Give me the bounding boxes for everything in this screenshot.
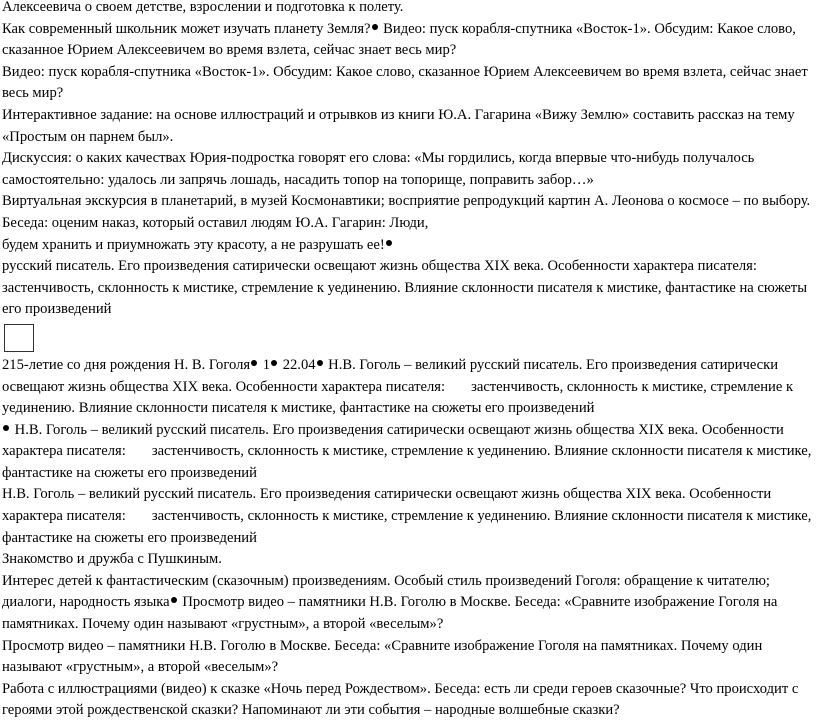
text-line: Интерактивное задание: на основе иллюстраций и отрывков из книги Ю.А. Гагарина «Вижу Землю» составить рассказ на тему «Простым он парнем был».	[2, 106, 795, 145]
text-line: будем хранить и приумножать эту красоту, а не разрушать ее!	[2, 235, 814, 257]
text-line: Видео: пуск корабля-спутника «Восток-1». Обсудим: Какое слово, сказанное Юрием Алексеевичем во время взлета, сейчас знает весь мир?	[2, 63, 808, 102]
bullet-icon	[372, 24, 378, 30]
bullet-icon	[271, 360, 277, 366]
empty-box	[4, 324, 34, 352]
bullet-icon	[171, 597, 177, 603]
bullet-icon	[3, 425, 9, 431]
text-line: русский писатель. Его произведения сатирически освещают жизнь общества XIX века. Особенности характера писателя:застенчивость, склонность к мистике, стремление к уединению. Влияние склонности писателя к мистике, фантастике на сюжеты его произведений	[2, 258, 807, 318]
text-line: Беседа: оценим наказ, который оставил людям Ю.А. Гагарин: Люди,	[2, 214, 429, 231]
bullet-icon	[386, 240, 392, 246]
text-line: Интерес детей к фантастическим (сказочным) произведениям. Особый стиль произведений Гоголя: обращение к читателю; диалоги, народность языка Просмотр видео – памятники Н.В. Гоголю в Москве. Беседа: «Сравните изображение Гоголя на памятниках. Почему один называют «грустным», а второй «веселым»?	[2, 572, 778, 633]
text-line: Н.В. Гоголь – великий русский писатель. Его произведения сатирически освещают жизнь общества XIX века. Особенности характера писателя: застенчивость, склонность к мистике, стремление к уединению. Влияние склонности писателя к мистике, фантастике на сюжеты его произведений	[2, 421, 812, 481]
bullet-icon	[251, 360, 257, 366]
text-line: Просмотр видео – памятники Н.В. Гоголю в Москве. Беседа: «Сравните изображение Гоголя на памятниках. Почему один называют «грустным», а второй «веселым»?	[2, 637, 763, 676]
text-line: Дискуссия: о каких качествах Юрия-подростка говорят его слова: «Мы гордились, когда впервые что-нибудь получалось самостоятельно: удалось ли запрячь лошадь, насадить топор на топорище, поправить забор…»	[2, 150, 755, 188]
text-line: Алексеевича о своем детстве, взрослении и подготовка к полету.	[2, 0, 404, 15]
text-line: 215-летие со дня рождения Н. В. Гоголя 1 22.04 Н.В. Гоголь – великий русский писатель. Его произведения сатирически освещают жизнь общества XIX века. Особенности характера писателя: застенчивость, склонность к мистике, стремление к уединению. Влияние склонности писателя к мистике, фантастике на сюжеты его произведений	[2, 356, 794, 417]
text-line: Н.В. Гоголь – великий русский писатель. Его произведения сатирически освещают жизнь общества XIX века. Особенности характера писателя: застенчивость, склонность к мистике, стремление к уединению. Влияние склонности писателя к мистике, фантастике на сюжеты его произведений	[2, 486, 812, 546]
text-line: Виртуальная экскурсия в планетарий, в музей Космонавтики; восприятие репродукций картин А. Леонова о космосе – по выбору.	[2, 193, 811, 210]
bullet-icon	[317, 360, 323, 366]
text-line: Работа с иллюстрациями (видео) к сказке «Ночь перед Рождеством». Беседа: есть ли среди героев сказочные? Что происходит с героями этой рождественской сказки? Напоминают ли эти события – народные волшебные сказки?	[2, 680, 799, 719]
text-line: Знакомство и дружба с Пушкиным.	[2, 551, 222, 568]
text-line: Как современный школьник может изучать планету Земля? Видео: пуск корабля-спутника «Восток-1». Обсудим: Какое слово, сказанное Юрием Алексеевичем во время взлета, сейчас знает весь мир?	[2, 20, 796, 59]
